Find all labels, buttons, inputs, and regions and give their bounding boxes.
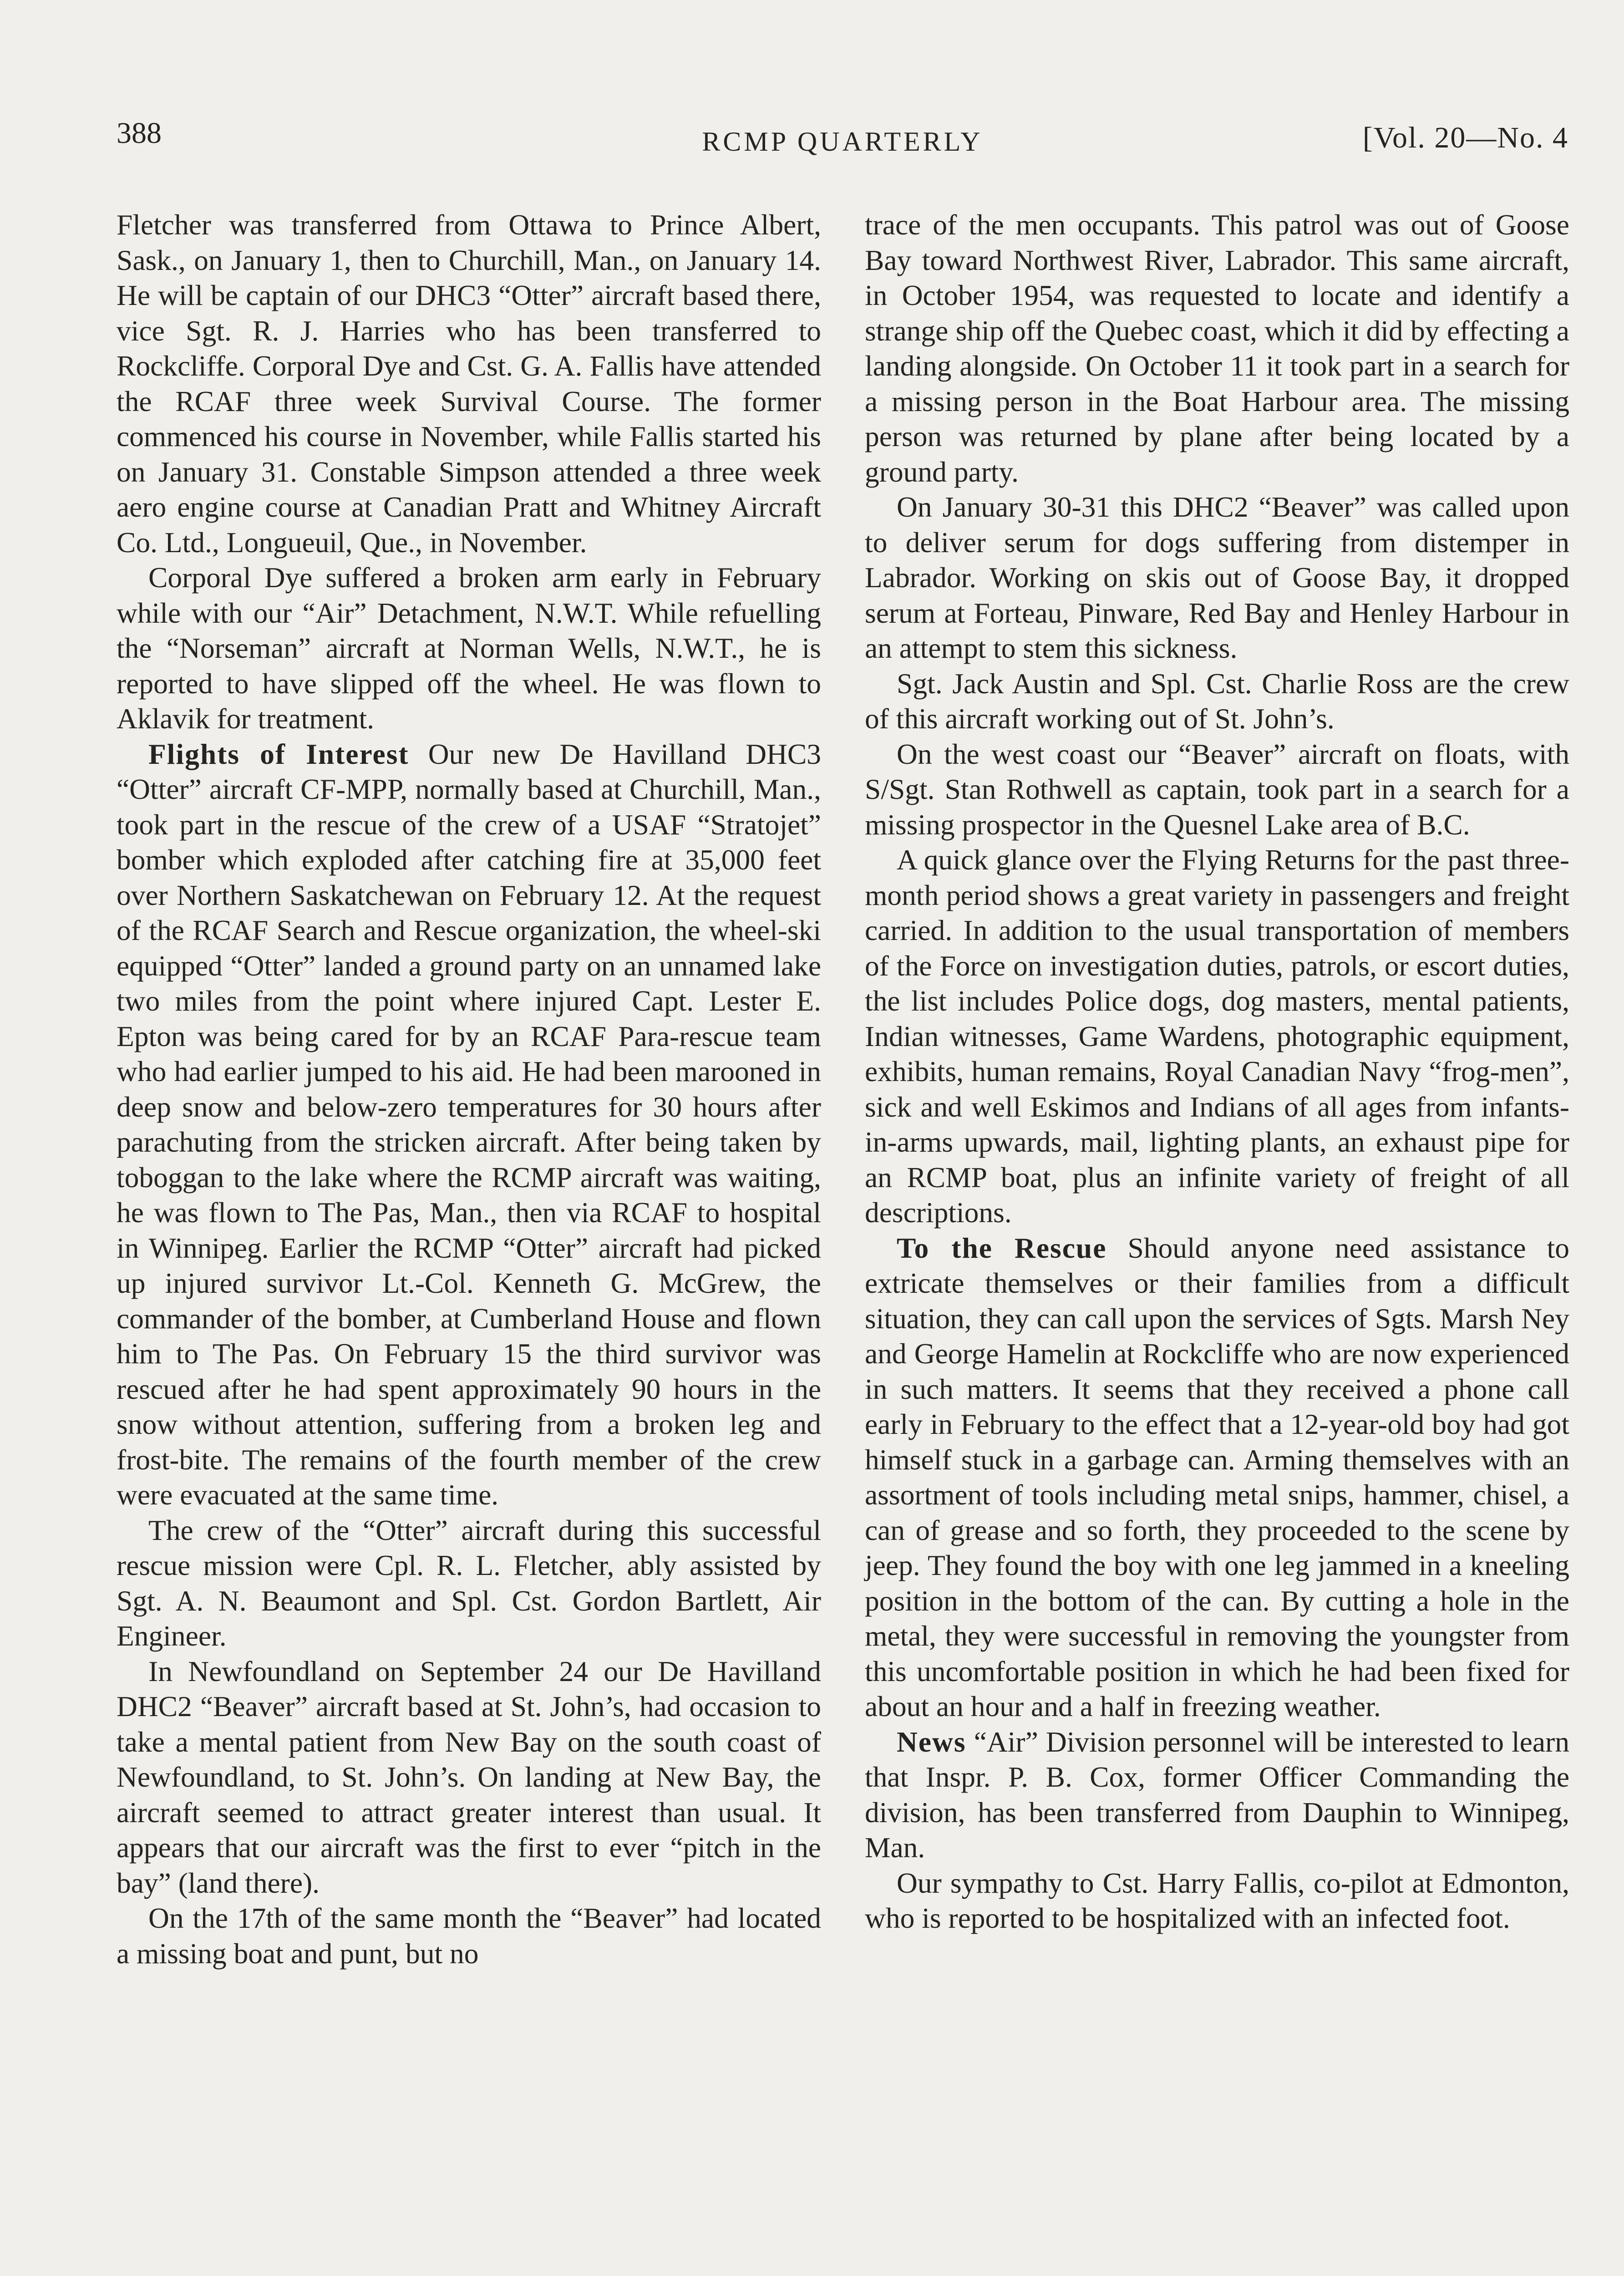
paragraph bbox=[865, 1230, 1569, 1724]
paragraph-text: “Air” Division personnel will be interested to learn that Inspr. P. B. Cox, former Officer Commanding the division, has been transferred from Dauphin to Winnipeg, Man. bbox=[865, 1725, 1569, 1864]
paragraph: Fletcher was transferred from Ottawa to Prince Albert, Sask., on January 1, then to Churchill, Man., on January 14. He will be captain of our DHC3 “Otter” aircraft based there, vice Sgt. R. J. Harries who has been transferred to Rockcliffe. Corporal Dye and Cst. G. A. Fallis have attended the RCAF three week Survival Course. The former commenced his course in November, while Fallis started his on January 31. Constable Simpson attended a three week aero engine course at Canadian Pratt and Whitney Aircraft Co. Ltd., Longueuil, Que., in November. bbox=[117, 208, 821, 559]
volume-issue: [Vol. 20—No. 4 bbox=[1362, 121, 1568, 154]
section-heading: To the Rescue bbox=[897, 1231, 1107, 1264]
paragraph: Sgt. Jack Austin and Spl. Cst. Charlie Ross are the crew of this aircraft working out of St. John’s. bbox=[865, 667, 1569, 735]
paragraph: In Newfoundland on September 24 our De Havilland DHC2 “Beaver” aircraft based at St. John’s, had occasion to take a mental patient from New Bay on the south coast of Newfoundland, to St. John’s. On landing at New Bay, the aircraft seemed to attract greater interest than usual. It appears that our aircraft was the first to ever “pitch in the bay” (land there). bbox=[117, 1655, 821, 1899]
paragraph-text: Our new De Havilland DHC3 “Otter” aircraft CF-MPP, normally based at Churchill, Man., took part in the rescue of the crew of a USAF “Stratojet” bomber which exploded after catching fire at 35,000 feet over Northern Saskatchewan on February 12. At the request of the RCAF Search and Rescue organization, the wheel-ski equipped “Otter” landed a ground party on an unnamed lake two miles from the point where injured Capt. Lester E. Epton was being cared for by an RCAF Para-rescue team who had earlier jumped to his aid. He had been marooned in deep snow and below-zero temperatures for 30 hours after parachuting from the stricken aircraft. After being taken by toboggan to the lake where the RCMP aircraft was waiting, he was flown to The Pas, Man., then via RCAF to hospital in Winnipeg. Earlier the RCMP “Otter” aircraft had picked up injured survivor Lt.-Col. Kenneth G. McGrew, the commander of the bomber, at Cumberland House and flown him to The Pas. On February 15 the third survivor was rescued after he had spent approximately 90 hours in the snow without attention, suffering from a broken leg and frost-bite. The remains of the fourth member of the crew were evacuated at the same time. bbox=[117, 737, 821, 1511]
paragraph-text: Should anyone need assistance to extricate themselves or their families from a difficult situation, they can call upon the services of Sgts. Marsh Ney and George Hamelin at Rockcliffe who are now experienced in such matters. It seems that they received a phone call early in February to the effect that a 12-year-old boy had got himself stuck in a garbage can. Arming themselves with an assortment of tools including metal snips, hammer, chisel, a can of grease and so forth, they proceeded to the scene by jeep. They found the boy with one leg jammed in a kneeling position in the bottom of the can. By cutting a hole in the metal, they were successful in removing the youngster from this uncomfortable position in which he had been fixed for about an hour and a half in freezing weather. bbox=[865, 1231, 1570, 1722]
paragraph: On the 17th of the same month the “Beaver” had located a missing boat and punt, but no bbox=[117, 1902, 821, 1970]
paragraph: A quick glance over the Flying Returns for the past three-month period shows a great variety in passengers and freight carried. In addition to the usual transportation of members of the Force on investigation duties, patrols, or escort duties, the list includes Police dogs, dog masters, mental patients, Indian witnesses, Game Wardens, photographic equipment, exhibits, human remains, Royal Canadian Navy “frog-men”, sick and well Eskimos and Indians of all ages from infants-in-arms upwards, mail, lighting plants, an exhaust pipe for an RCMP boat, plus an infinite variety of freight of all descriptions. bbox=[865, 843, 1569, 1229]
paragraph bbox=[865, 1724, 1569, 1865]
paragraph: Our sympathy to Cst. Harry Fallis, co-pilot at Edmonton, who is reported to be hospitalized with an infected foot. bbox=[865, 1866, 1569, 1934]
paragraph: On the west coast our “Beaver” aircraft on floats, with S/Sgt. Stan Rothwell as captain, took part in a search for a missing prospector in the Quesnel Lake area of B.C. bbox=[865, 737, 1569, 841]
section-heading: Flights of Interest bbox=[148, 737, 409, 770]
right-column bbox=[865, 207, 1569, 1936]
page-number: 388 bbox=[117, 117, 162, 150]
section-heading: News bbox=[897, 1725, 966, 1758]
page-header bbox=[117, 116, 1568, 166]
left-column bbox=[117, 207, 821, 1971]
paragraph: Corporal Dye suffered a broken arm early in February while with our “Air” Detachment, N.W.T. While refuelling the “Norseman” aircraft at Norman Wells, N.W.T., he is reported to have slipped off the wheel. He was flown to Aklavik for treatment. bbox=[117, 561, 821, 735]
paragraph: trace of the men occupants. This patrol was out of Goose Bay toward Northwest River, Labrador. This same aircraft, in October 1954, was requested to locate and identify a strange ship off the Quebec coast, which it did by effecting a landing alongside. On October 11 it took part in a search for a missing person in the Boat Harbour area. The missing person was returned by plane after being located by a ground party. bbox=[865, 208, 1569, 488]
running-title: RCMP QUARTERLY bbox=[702, 127, 983, 157]
paragraph bbox=[117, 737, 821, 1513]
paragraph: On January 30-31 this DHC2 “Beaver” was called upon to deliver serum for dogs suffering from distemper in Labrador. Working on skis out of Goose Bay, it dropped serum at Forteau, Pinware, Red Bay and Henley Harbour in an attempt to stem this sickness. bbox=[865, 491, 1569, 664]
paragraph: The crew of the “Otter” aircraft during this successful rescue mission were Cpl. R. L. Fletcher, ably assisted by Sgt. A. N. Beaumont and Spl. Cst. Gordon Bartlett, Air Engineer. bbox=[117, 1514, 821, 1652]
